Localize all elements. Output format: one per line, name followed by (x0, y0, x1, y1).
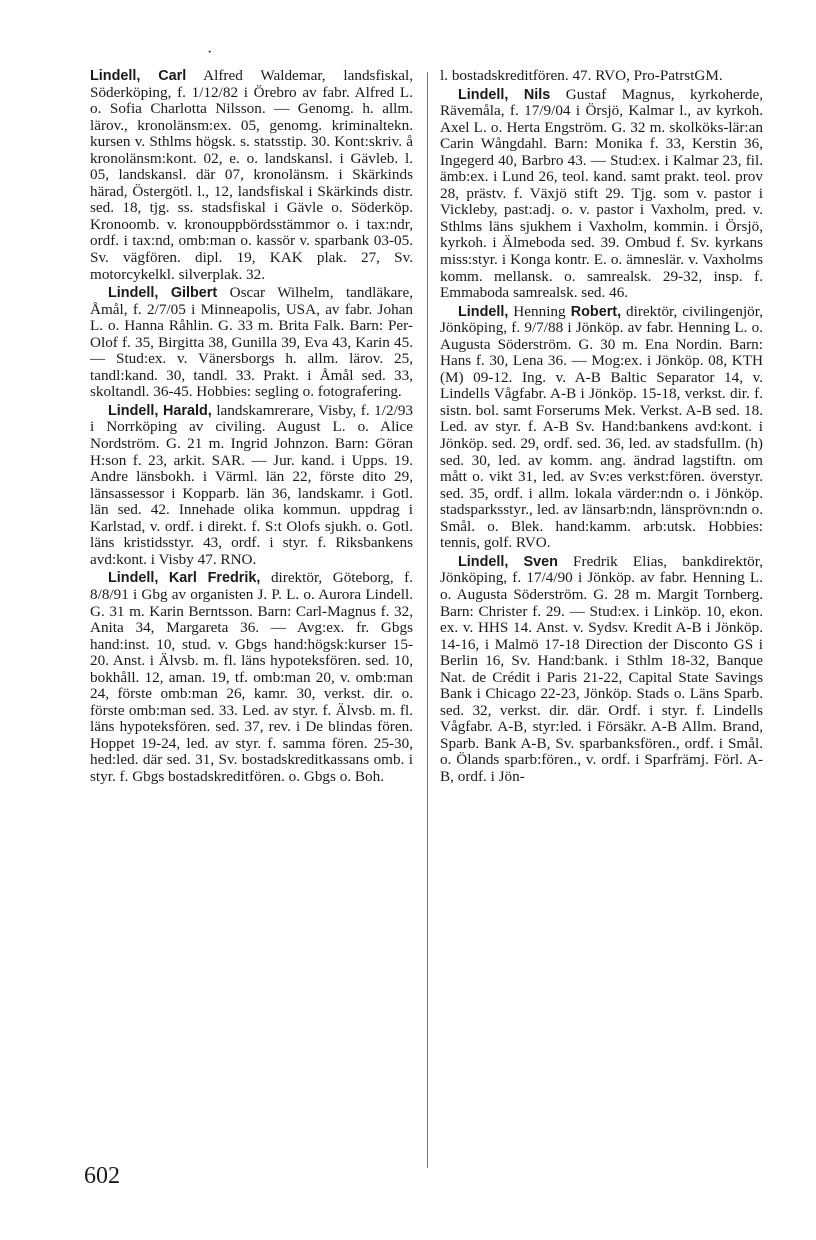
entry-name: Harald, (162, 402, 212, 419)
page-number: 602 (84, 1163, 120, 1189)
entry-text: Visby, f. 1/2/93 i Norrköping av civiling. August L. o. Alice Nordström. G. 21 m. Ingrid Johnzon. Barn: Göran H:son f. 23, arkit. SAR. — Jur. kand. i Upps. 19. Andre länsbokh. i Värml. län 22, förste dito 29, länsassessor i Kopparb. län 36, landskamr. i Gotl. län sed. 42. Innehade olika kommun. uppdrag i Karlstad, v. ordf. i direkt. f. S:t Olofs sjukh. o. Gotl. läns kristidsstyr. 43, ordf. i styr. f. Riksbankens avd:kont. i Visby 47. RNO. (90, 401, 414, 568)
entry-name: Carl (158, 68, 187, 84)
entry-names-rest: Fredrik Elias, (557, 552, 668, 570)
entry-surname: Lindell, (90, 68, 141, 84)
page-top-mark: · (207, 44, 213, 61)
entry-names-rest: Robert, (565, 303, 622, 320)
entry-text: l. bostadskreditfören. 47. RVO, Pro-PatrstGM. (440, 67, 723, 84)
entry-names-rest: Gustaf Magnus, (550, 85, 675, 103)
entry-gilbert-lindell (90, 285, 413, 401)
entry-surname: Lindell, (108, 402, 159, 419)
right-column (440, 68, 763, 786)
entry-names-rest: Alfred Waldemar, (186, 67, 326, 84)
entry-sven-lindell (440, 554, 763, 786)
entry-name: Sven (523, 553, 558, 570)
entry-names-rest: Oscar Wilhelm, (217, 284, 334, 302)
entry-surname: Lindell, (108, 285, 159, 302)
left-column (90, 68, 413, 786)
entry-names-rest: direktör, (260, 569, 323, 587)
entry-text: bankdirektör, Jönköping, f. 17/4/90 i Jönköp. av fabr. Henning L. o. Augusta Söderström. G. 28 m. Margit Tornberg. Barn: Christer f. 29. — Stud:ex. i Linköp. 10, ekon. ex. v. HHS 14. Anst. v. Sydsv. Kredit A-B i Jönköp. 14-16, i Malmö 17-18 Direction der Disconto GS i Berlin 16, Sv. Hand:bank. i Sthlm 18-32, Banque Nat. de Crédit i Paris 21-22, Capital State Savings Bank i Chicago 22-23, Jönköp. Stads o. Läns Sparb. sed. 32, verkst. dir. där. Ordf. i styr. f. Lindells Vågfabr. A-B, styr:led. i Försäkr. A-B Allm. Brand, Sparb. Bank A-B, Sv. sparbanksfören., ordf. i Smål. o. Ölands sparb:fören., v. ordf. i Sparfrämj. Förl. A-B, ordf. i Jön- (440, 552, 764, 785)
entry-text: landsfiskal, Söderköping, f. 1/12/82 i Örebro av fabr. Alfred L. o. Sofia Charlotta Nilsson. — Genomg. h. allm. lärov., kronolänsm:ex. 05, genomg. kriminaltekn. kursen v. Sthlms högsk. s. statsstip. 30. Kont:skriv. å kronolänsm:kont. 02, e. o. landskansl. i Gävleb. l. 05, landskansl. där 07, kronolänsm. i Skärkinds härad, Östergötl. l., 12, landsfiskal i Skärkinds distr. sed. 18, tjg. ss. stadsfiskal i Gävle o. Söderköp. Kronoomb. v. kronouppbördsstämmor o. i tax:ndr, ordf. i tax:nd, omb:man o. kassör v. sparbank 03-05. Sv. vägfören. dipl. 19, KAK plak. 27, Sv. motorcykelkl. silverplak. 32. (90, 67, 413, 283)
entry-text: direktör, civilingenjör, Jönköping, f. 9/7/88 i Jönköp. av fabr. Henning L. o. Augusta Söderström. G. 30 m. Ena Nordin. Barn: Hans f. 30, Lena 36. — Mog:ex. i Jönköp. 08, KTH (M) 09-12. Ing. v. A-B Baltic Separator 14, v. Lindells Vågfabr. A-B i Jönköp. 15-18, verkst. dir. f. sistn. bol. samt Forserums Mek. Verkst. A-B sed. 18. Led. av styr. f. A-B Sv. Hand:bankens avd:kont. i Jönköp. sed. 29, ordf. sed. 36, led. av stadsfullm. (h) sed. 30, led. av komm. ang. ändrad lagstiftn. om mått o. vikt 31, led. av Sv:es verkst:fören. överstyr. sed. 35, ordf. i allm. lokala värder:ndn o. i Jönköp. stadsparksstyr., led. av länsarb:ndn, länsprövn:ndn o. Smål. o. Blek. hand:kamm. arb:utsk. Hobbies: tennis, golf. RVO. (440, 302, 764, 552)
entry-surname: Lindell, (458, 86, 509, 103)
entry-robert-lindell (440, 304, 763, 552)
column-divider (427, 72, 428, 1168)
entry-carl-lindell (90, 68, 413, 283)
entry-name: Nils (523, 86, 551, 103)
entry-name: Henning (513, 302, 566, 320)
entry-continuation (440, 68, 763, 85)
entry-surname: Lindell, (458, 553, 509, 570)
entry-name: Karl Fredrik, (168, 570, 261, 587)
entry-karl-fredrik-lindell (90, 570, 413, 785)
entry-surname: Lindell, (108, 570, 159, 587)
entry-text: Göteborg, f. 8/8/91 i Gbg av organisten J. P. L. o. Aurora Lindell. G. 31 m. Karin Berntsson. Barn: Carl-Magnus f. 32, Anita 34, Margareta 36. — Avg:ex. fr. Gbgs hand:inst. 10, stud. v. Gbgs hand:högsk:kurser 15-20. Anst. i Älvsb. m. fl. läns hypoteksfören. sed. 10, bokhåll. 12, aman. 19, tf. omb:man 20, v. omb:man 24, förste omb:man 26, kamr. 30, verkst. dir. o. förste omb:man sed. 33. Led. av styr. f. Älvsb. m. fl. läns hypoteksfören. sed. 37, rev. i De blindas fören. Hoppet 19-24, led. av styr. f. samma fören. 25-30, hed:led. där sed. 31, Sv. bostadskreditkassans omb. i styr. f. Gbgs bostadskreditfören. o. Gbgs o. Boh. (90, 569, 414, 785)
entry-surname: Lindell, (458, 303, 509, 320)
entry-nils-lindell (440, 87, 763, 302)
entry-text: kyrkoherde, Rävemåla, f. 17/9/04 i Örsjö, Kalmar l., av kyrkoh. Axel L. o. Herta Engström. G. 32 m. skolköks-lär:an Carin Wångdahl. Barn: Monika f. 33, Kerstin 36, Ingegerd 40, Barbro 43. — Stud:ex. i Kalmar 23, fil. ämb:ex. i Lund 26, teol. kand. samt prakt. teol. prov 28, prästv. f. Växjö stift 29. Tjg. som v. pastor i Vickleby, past:adj. o. v. pastor i Vaxholm, pred. v. Sthlms läns sjukhem i Vaxholm, kommin. i Örsjö, kyrkoh. i Älmeboda sed. 39. Ombud f. Sv. kyrkans miss:styr. i Konga kontr. E. o. ämneslär. v. Vaxholms komm. mellansk. o. samrealsk. 29-32, insp. f. Emmaboda samrealsk. sed. 46. (440, 85, 763, 302)
entry-name: Gilbert (170, 285, 218, 302)
entry-text: tandläkare, Åmål, f. 2/7/05 i Minneapolis, USA, av fabr. Johan L. o. Hanna Råhlin. G. 33 m. Brita Falk. Barn: Per-Olof f. 35, Birgitta 38, Gunilla 39, Eva 43, Karin 45. — Stud:ex. v. Vänersborgs h. allm. lärov. 25, tandl:kand. 30, tandl. 33. Prakt. i Åmål sed. 33, skoltandl. 36-45. Hobbies: segling o. fotografering. (90, 284, 413, 401)
entry-harald-lindell (90, 403, 413, 568)
entry-names-rest: landskamrerare, (211, 401, 314, 419)
